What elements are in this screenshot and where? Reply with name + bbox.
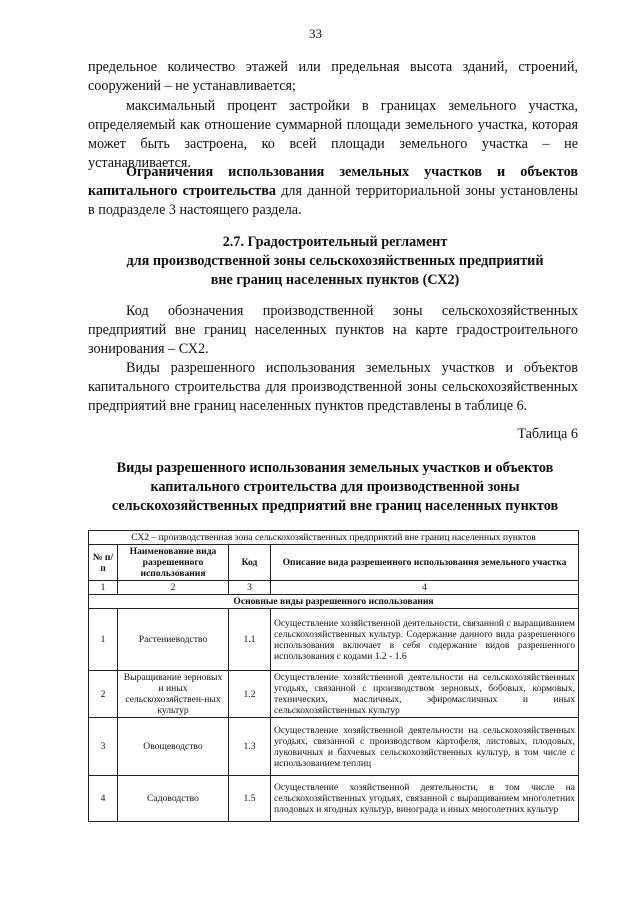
row-description: Осуществление хозяйственной деятельности, связанной с выращиванием сельскохозяйственных культур. Содержание данного вида разрешенного использования включает в себя содержание видов разрешенного использования с кодами 1.2 - 1.6 xyxy=(271,609,579,671)
section-label: Основные виды разрешенного использования xyxy=(89,595,579,609)
section-title-line-1: 2.7. Градостроительный регламент xyxy=(222,234,448,250)
land-use-table xyxy=(88,530,579,822)
restrictions-bold-text: Ограничения использования земельных участков и объектов капитального строительства xyxy=(88,164,578,199)
row-code: 1.5 xyxy=(229,776,271,822)
row-code: 1.3 xyxy=(229,718,271,776)
table-title xyxy=(60,459,610,516)
section-row xyxy=(89,595,579,609)
section-title xyxy=(60,233,610,290)
row-number: 4 xyxy=(89,776,118,822)
column-number: 2 xyxy=(118,581,229,595)
row-number: 3 xyxy=(89,718,118,776)
body-paragraph-2: Виды разрешенного использования земельных участков и объектов капитального строительства для производственной зоны сельскохозяйственных предприятий вне границ населенных пунктов представлены в таблице 6. xyxy=(88,360,578,414)
row-code: 1.2 xyxy=(229,671,271,718)
table-caption-row xyxy=(89,531,579,545)
row-name: Садоводство xyxy=(118,776,229,822)
restrictions-rest-text: для данной территориальной зоны установлены в подразделе 3 настоящего раздела. xyxy=(88,183,578,218)
column-number-row xyxy=(89,581,579,595)
column-number: 3 xyxy=(229,581,271,595)
table-title-line-2: капитального строительства для производственной зоны xyxy=(150,479,520,495)
table-title-line-1: Виды разрешенного использования земельных участков и объектов xyxy=(116,460,554,476)
row-description: Осуществление хозяйственной деятельности на сельскохозяйственных угодьях, связанной с производством картофеля, листовых, плодовых, луковичных и бахчевых сельскохозяйственных культур, в том числе с использованием теплиц xyxy=(271,718,579,776)
header-name: Наименование вида разрешенного использования xyxy=(118,545,229,581)
table-caption: СХ2 – производственная зона сельскохозяйственных предприятий вне границ населенных пунктов xyxy=(89,531,579,545)
header-code: Код xyxy=(229,545,271,581)
column-number: 1 xyxy=(89,581,118,595)
row-name: Растениеводство xyxy=(118,609,229,671)
page-number: 33 xyxy=(309,26,322,41)
row-name: Выращивание зерновых и иных сельскохозяйствен-ных культур xyxy=(118,671,229,718)
section-title-line-3: вне границ населенных пунктов (СХ2) xyxy=(210,272,460,288)
intro-paragraph-2: максимальный процент застройки в границах земельного участка, определяемый как отношение суммарной площади земельного участка, которая может быть застроена, ко всей площади земельного участка – не устанавливается. xyxy=(88,98,578,171)
table-row xyxy=(89,609,579,671)
table-row xyxy=(89,671,579,718)
table-row xyxy=(89,718,579,776)
row-number: 2 xyxy=(89,671,118,718)
table-title-line-3: сельскохозяйственных предприятий вне границ населенных пунктов xyxy=(111,498,559,514)
column-number: 4 xyxy=(271,581,579,595)
row-description: Осуществление хозяйственной деятельности на сельскохозяйственных угодьях, связанной с производством зерновых, бобовых, кормовых, технических, масличных, эфиромасличных и иных сельскохозяйственных культур xyxy=(271,671,579,718)
intro-paragraph-1: предельное количество этажей или предельная высота зданий, строений, сооружений – не устанавливается; xyxy=(88,59,578,94)
table-row xyxy=(89,776,579,822)
intro-paragraph-3 xyxy=(88,163,578,220)
body-paragraph-1: Код обозначения производственной зоны сельскохозяйственных предприятий вне границ населенных пунктов на карте градостроительного зонирования – СХ2. xyxy=(88,303,578,357)
row-number: 1 xyxy=(89,609,118,671)
row-name: Овощеводство xyxy=(118,718,229,776)
row-description: Осуществление хозяйственной деятельности, в том числе на сельскохозяйственных угодьях, связанной с выращиванием многолетних плодовых и ягодных культур, винограда и иных многолетних культур xyxy=(271,776,579,822)
table-label: Таблица 6 xyxy=(517,426,578,442)
row-code: 1.1 xyxy=(229,609,271,671)
header-number: № п/п xyxy=(89,545,118,581)
table-header-row xyxy=(89,545,579,581)
section-title-line-2: для производственной зоны сельскохозяйственных предприятий xyxy=(126,253,544,269)
header-description: Описание вида разрешенного использования земельного участка xyxy=(271,545,579,581)
